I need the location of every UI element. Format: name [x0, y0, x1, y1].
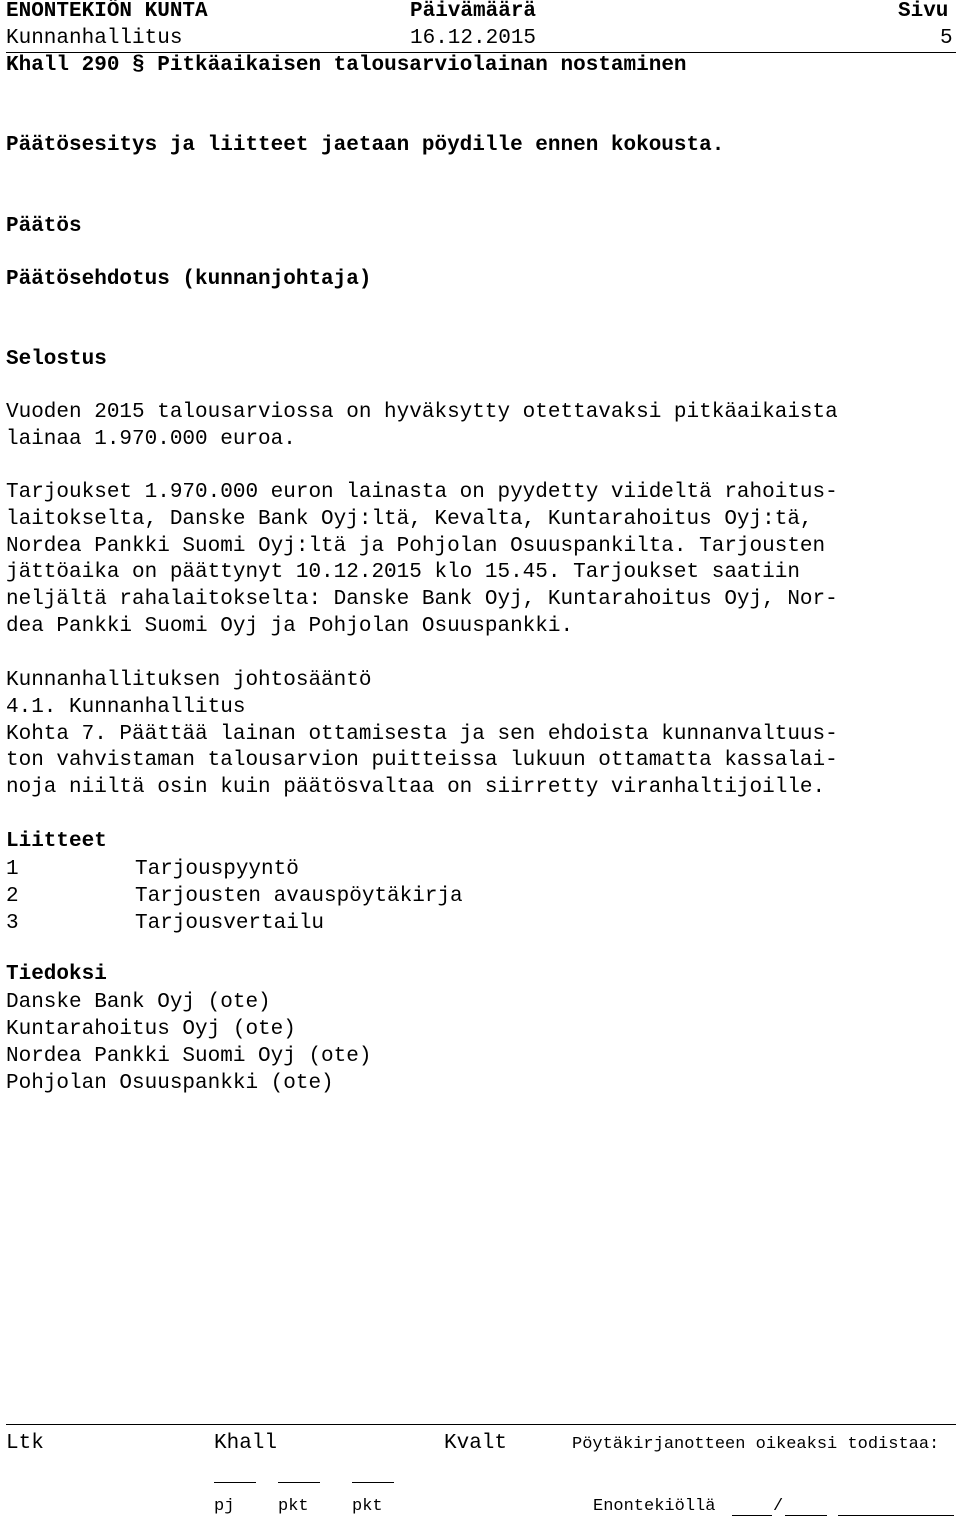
- month-blank: [785, 1515, 827, 1516]
- offers-paragraph: Tarjoukset 1.970.000 euron lainasta on pyydetty viideltä rahoitus- laitokselta, Danske Bank Oyj:ltä, Kevalta, Kuntarahoitus Oyj:tä, Nordea Pankki Suomi Oyj:ltä ja Pohjolan Osuuspankilta. Tarjousten jättöaika on päättynyt 10.12.2015 klo 15.45. Tarjoukset saatiin neljältä rahalaitokselta: Danske Bank Oyj, Kuntarahoitus Oyj, Nor- dea Pankki Suomi Oyj ja Pohjolan Osuuspankki.: [6, 481, 838, 638]
- footer-pkt: pkt: [352, 1497, 383, 1516]
- signature-line: [278, 1482, 320, 1483]
- attachment-number: 3: [6, 912, 19, 935]
- meeting-date: 16.12.2015: [410, 27, 537, 50]
- attachment-number: 1: [6, 858, 19, 881]
- page-label: Sivu: [898, 0, 949, 23]
- meeting-body: Kunnanhallitus: [6, 27, 183, 50]
- list-item: Kuntarahoitus Oyj (ote): [6, 1018, 296, 1041]
- budget-paragraph: Vuoden 2015 talousarviossa on hyväksytty otettavaksi pitkäaikaista lainaa 1.970.000 euroa.: [6, 401, 838, 451]
- list-item: [6, 910, 19, 937]
- signature-line: [352, 1482, 394, 1483]
- footer-certify-label: Pöytäkirjanotteen oikeaksi todistaa:: [572, 1435, 940, 1454]
- footer-kvalt: Kvalt: [444, 1432, 508, 1455]
- list-item: Nordea Pankki Suomi Oyj (ote): [6, 1045, 372, 1068]
- list-item: Danske Bank Oyj (ote): [6, 991, 271, 1014]
- footer-pkt: pkt: [278, 1497, 309, 1516]
- list-item: Pohjolan Osuuspankki (ote): [6, 1072, 334, 1095]
- footer-khall: Khall: [214, 1432, 278, 1455]
- attachment-label: Tarjouspyyntö: [135, 858, 299, 881]
- info-heading: Tiedoksi: [6, 963, 107, 986]
- page-number: 5: [940, 27, 953, 50]
- attachments-heading: Liitteet: [6, 830, 107, 853]
- decision-heading: Päätös: [6, 215, 82, 238]
- day-blank: [732, 1515, 772, 1516]
- organization-name: ENONTEKIÖN KUNTA: [6, 0, 208, 23]
- rules-paragraph: Kunnanhallituksen johtosääntö 4.1. Kunnanhallitus Kohta 7. Päättää lainan ottamisesta ja sen ehdoista kunnanvaltuus- ton vahvistaman talousarvion puitteissa lukuun ottamatta kassalai- noja niiltä osin kuin päätösvaltaa on siirretty viranhaltijoille.: [6, 669, 838, 800]
- footer-ltk: Ltk: [6, 1432, 44, 1455]
- list-item: [6, 883, 19, 910]
- section-sign-icon: §: [132, 54, 145, 77]
- statement-heading: Selostus: [6, 348, 107, 371]
- item-title-text: Pitkäaikaisen talousarviolainan nostaminen: [157, 54, 687, 77]
- footer-divider: [6, 1424, 956, 1425]
- item-number: Khall 290: [6, 54, 120, 77]
- distribution-notice: Päätösesitys ja liitteet jaetaan pöydille ennen kokousta.: [6, 134, 725, 157]
- list-item: [6, 856, 19, 883]
- attachment-label: Tarjousten avauspöytäkirja: [135, 885, 463, 908]
- date-label: Päivämäärä: [410, 0, 537, 23]
- year-blank: [838, 1515, 954, 1516]
- footer-slash: /: [773, 1497, 784, 1516]
- attachment-label: Tarjousvertailu: [135, 912, 325, 935]
- proposal-heading: Päätösehdotus (kunnanjohtaja): [6, 268, 372, 291]
- signature-line: [214, 1482, 256, 1483]
- attachment-number: 2: [6, 885, 19, 908]
- footer-pj: pj: [214, 1497, 235, 1516]
- footer-place: Enontekiöllä: [593, 1497, 716, 1516]
- item-title: [6, 52, 687, 79]
